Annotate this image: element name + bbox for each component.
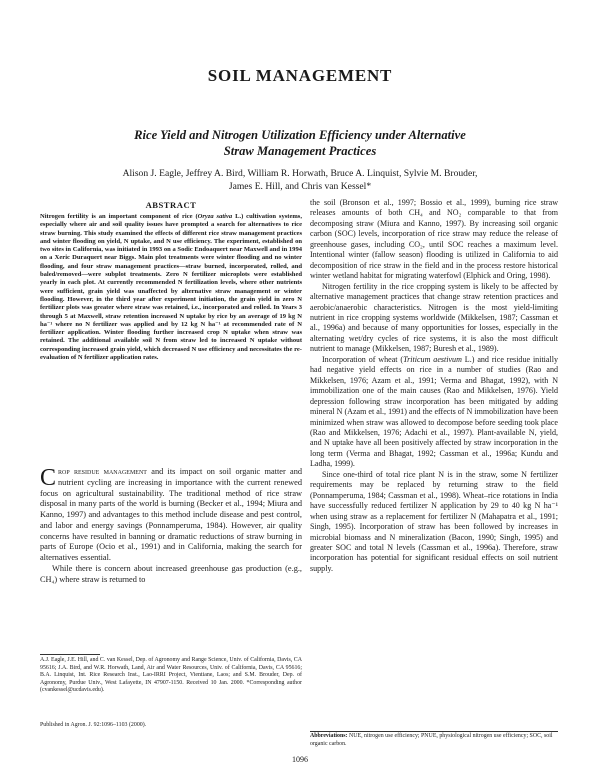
right-paragraph-1: the soil (Bronson et al., 1997; Bossio et al., 1999), burning rice straw releases amounts of both CH₄ and NO₂ comparable to that from decomposing straw (Miura and Kanno, 1997). By increasing soil organic carbon (SOC) levels, incorporation of rice straw may reduce the release of greenhouse gases, including CO₂, until SOC reaches a maximum level. Intentional winter (fallow season) flooding is utilized in California to aid decomposition of rice straw in the field and in the process restore historical winter wetland habitat for migrating waterfowl (Elphick and Oring, 1998).: [310, 198, 558, 281]
author-line-2: James E. Hill, and Chris van Kessel*: [228, 180, 372, 192]
page-number: 1096: [292, 755, 308, 764]
abbreviations-note: Abbreviations: NUE, nitrogen use efficiency; PNUE, physiological nitrogen use efficiency; SOC, soil organic carbon.: [310, 733, 553, 747]
abstract-text: Nitrogen fertility is an important component of rice (Oryza sativa L.) cultivation systems, especially where air and soil quality issues have prompted a search for alternatives to rice straw burning. This study examined the effects of different rice straw management practices and winter flooding on yield, N uptake, and N use efficiency. The experiment, established on two sites in California, was initiated in 1993 on a Sodic Endoaquert near Maxwell and in 1994 on a Xeric Duraquert near Biggs. Main plot treatments were winter flooding and no winter flooding, and four straw management practices—straw burned, incorporated, rolled, and baled/removed—were subplot treatments. Zero N fertilizer microplots were established yearly in each plot. At currently recommended N fertilization levels, where other nutrients were sufficient, grain yield was unaffected by alternative straw management or winter flooding. However, in the third year after experiment initiation, the grain yield in zero N fertilizer plots was greater where straw was retained, i.e., incorporated and rolled. In Years 3 through 5 at Maxwell, straw retention increased N uptake by rice by an average of 19 kg N ha⁻¹ where no N fertilizer was applied and by 12 kg N ha⁻¹ at recommended rate of N fertilizer application. Winter flooding further increased crop N uptake when straw was retained. The additional available soil N from straw led to increased N uptake without corresponding increased grain yield, which decreased N use efficiency and necessitates the re-evaluation of N fertilizer application rates.: [40, 213, 302, 362]
abstract-heading: ABSTRACT: [145, 200, 197, 210]
abbreviations-divider: [310, 731, 558, 732]
article-title: [60, 127, 540, 159]
right-paragraph-4: Since one-third of total rice plant N is in the straw, some N fertilizer requirements may be replaced by returning straw to the field (Ponnamperuma, 1984; Cassman et al., 1998). Wheat–rice rotations in India have successfully reduced fertilizer N application by 29 to 40 kg N ha⁻¹ when using straw as a replacement for fertilizer N (Mahapatra et al., 1991; Singh, 1995). Incorporation of straw has been followed by increases in microbial biomass and N mineralization (Bacon, 1990; Singh, 1995) and greater SOC and total N levels (Cassman et al., 1996a). Therefore, straw incorporation has potential for significant residual effects on soil nutrient supply.: [310, 469, 558, 573]
author-list: [60, 168, 540, 193]
author-line-1: Alison J. Eagle, Jeffrey A. Bird, William R. Horwath, Bruce A. Linquist, Sylvie M. Brouder,: [122, 168, 478, 179]
publication-note: Published in Agron. J. 92:1096–1103 (2000).: [40, 722, 147, 728]
species-name: Triticum aestivum: [403, 354, 462, 364]
article-title-line-2: Straw Management Practices: [223, 144, 377, 158]
drop-cap: C: [40, 465, 57, 491]
author-affiliations: A.J. Eagle, J.E. Hill, and C. van Kessel, Dep. of Agronomy and Range Science, Univ. of California, Davis, CA 95616; J.A. Bird, and W.R. Horwath, Land, Air and Water Resources, Univ. of California, Davis, CA 95616; B.A. Linquist, Int. Rice Research Inst., Lao-IRRI Project, Vientiane, Laos; and S.M. Brouder, Dep. of Agronomy, Purdue Univ., West Lafayette, IN 47907-1150. Received 10 Jan. 2000. *Corresponding author (cvankessel@ucdavis.edu).: [40, 657, 302, 694]
species-name: Oryza sativa: [197, 213, 233, 220]
intro-paragraph-1: Crop residue management and its impact on soil organic matter and nutrient cycling are increasing in importance with the current renewed focus on agricultural sustainability. The traditional method of rice straw disposal in many parts of the world is burning (Becker et al., 1994; Miura and Kanno, 1997) and advantages to this method include disease and pest control, and labor and energy savings (Ponnamperuma, 1984). However, air quality concerns have resulted in banning or dramatic reductions of straw burning in parts of Europe (Ocio et al., 1991) and in California, making the search for alternatives essential.: [40, 465, 302, 562]
footnote-divider: [40, 654, 100, 655]
intro-left-column: [40, 467, 302, 585]
section-heading: SOIL MANAGEMENT: [207, 66, 393, 85]
intro-right-column: [310, 198, 558, 574]
article-title-line-1: Rice Yield and Nitrogen Utilization Efficiency under Alternative: [134, 128, 466, 142]
intro-paragraph-2: While there is concern about increased greenhouse gas production (e.g., CH₄) where straw is returned to: [40, 563, 302, 584]
right-paragraph-3: Incorporation of wheat (Triticum aestivum L.) and rice residue initially had negative yield effects on rice in a number of studies (Rao and Mikkelsen, 1976; Azam et al., 1991; Verma and Bhagat, 1992), with N immobilization one of the main causes (Rao and Mikkelsen, 1976). Yield depression following straw incorporation has been mitigated by adding mineral N (Azam et al., 1991) and the effects of N immobilization have been minimized when straw was allowed to decompose before seeding took place (Rao and Mikkelsen, 1976; Adachi et al., 1997). Plant-available N, yield, and N uptake have all been positively affected by straw incorporation in the long term (Verma and Bhagat, 1992; Cassman et al., 1996a; Kundu and Ladha, 1999).: [310, 354, 558, 469]
right-paragraph-2: Nitrogen fertility in the rice cropping system is likely to be affected by alternative management practices that change straw retention practices and aerobic/anaerobic characteristics. Nitrogen is the most yield-limiting nutrient in rice cropping systems worldwide (Mikkelsen, 1987; Cassman et al., 1996a) and because of many opportunities for losses, especially in the alternating wet/dry cycles of rice systems, it is also the most difficult nutrient to manage (Mikkelsen, 1987; Buresh et al., 1989).: [310, 281, 558, 354]
